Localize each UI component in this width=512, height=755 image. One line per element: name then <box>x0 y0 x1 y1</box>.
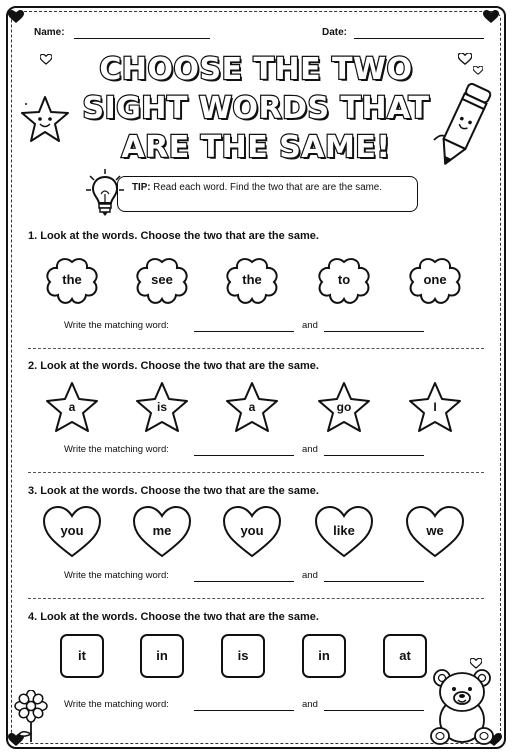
flower-word-choice[interactable] <box>42 256 102 306</box>
flower-word-choice[interactable] <box>222 256 282 306</box>
flower-word-choice[interactable] <box>132 256 192 306</box>
smiling-star-icon <box>18 94 72 151</box>
name-date-row <box>34 27 486 43</box>
page-title <box>70 50 442 167</box>
word: at <box>399 648 411 663</box>
word: like <box>333 523 355 538</box>
word: a <box>68 400 76 414</box>
question-heading: 1. Look at the words. Choose the two that are the same. <box>28 230 319 242</box>
write-label: Write the matching word: <box>64 320 169 331</box>
title-line-2: SIGHT WORDS THAT <box>82 91 430 126</box>
and-label: and <box>302 320 318 331</box>
star-word-choice[interactable] <box>132 380 192 436</box>
word: I <box>433 400 437 414</box>
word: it <box>78 648 86 663</box>
daisy-flower-icon <box>14 690 48 749</box>
heart-word-choice[interactable] <box>222 505 282 559</box>
question-2 <box>22 360 490 472</box>
answer-line-1[interactable] <box>194 455 294 456</box>
tip-label: TIP: <box>132 182 151 193</box>
section-divider <box>28 598 484 599</box>
word: one <box>423 272 447 287</box>
flower-word-choice[interactable] <box>314 256 374 306</box>
word: is <box>237 648 249 663</box>
heart-word-choice[interactable] <box>42 505 102 559</box>
word: the <box>62 272 82 287</box>
word: you <box>240 523 264 538</box>
section-divider <box>28 348 484 349</box>
square-word-choice[interactable] <box>302 634 346 678</box>
question-heading: 4. Look at the words. Choose the two that are the same. <box>28 611 319 623</box>
section-divider <box>28 472 484 473</box>
star-word-choice[interactable] <box>42 380 102 436</box>
word: go <box>336 400 352 414</box>
question-1 <box>22 230 490 342</box>
heart-icon <box>458 52 472 70</box>
question-heading: 2. Look at the words. Choose the two that are the same. <box>28 360 319 372</box>
square-word-choice[interactable] <box>383 634 427 678</box>
name-field[interactable] <box>74 38 210 39</box>
word: the <box>242 272 262 287</box>
and-label: and <box>302 444 318 455</box>
square-word-choice[interactable] <box>60 634 104 678</box>
heart-word-choice[interactable] <box>132 505 192 559</box>
heart-word-choice[interactable] <box>314 505 374 559</box>
question-4 <box>22 611 490 721</box>
write-label: Write the matching word: <box>64 570 169 581</box>
star-word-choice[interactable] <box>405 380 465 436</box>
word: you <box>60 523 84 538</box>
tip-box <box>117 176 418 212</box>
flower-word-choice[interactable] <box>405 256 465 306</box>
square-word-choice[interactable] <box>221 634 265 678</box>
write-label: Write the matching word: <box>64 444 169 455</box>
and-label: and <box>302 699 318 710</box>
question-3 <box>22 485 490 597</box>
heart-icon <box>483 10 499 24</box>
date-field[interactable] <box>354 38 484 39</box>
name-label: Name: <box>34 27 65 38</box>
date-label: Date: <box>322 27 348 38</box>
word: we <box>426 523 444 538</box>
answer-line-2[interactable] <box>324 331 424 332</box>
star-word-choice[interactable] <box>314 380 374 436</box>
word: to <box>337 272 351 287</box>
square-word-choice[interactable] <box>140 634 184 678</box>
title-line-3: ARE THE SAME! <box>121 130 391 165</box>
teddy-bear-icon <box>428 668 498 751</box>
word: is <box>156 400 167 414</box>
answer-line-1[interactable] <box>194 710 294 711</box>
question-heading: 3. Look at the words. Choose the two that are the same. <box>28 485 319 497</box>
answer-line-1[interactable] <box>194 331 294 332</box>
title-line-1: CHOOSE THE TWO <box>99 52 413 87</box>
star-word-choice[interactable] <box>222 380 282 436</box>
heart-icon <box>8 10 24 24</box>
word: see <box>151 272 173 287</box>
word: a <box>248 400 256 414</box>
heart-word-choice[interactable] <box>405 505 465 559</box>
tip-text: Read each word. Find the two that are are the same. <box>153 182 382 193</box>
answer-line-2[interactable] <box>324 455 424 456</box>
word: in <box>156 648 168 663</box>
answer-line-2[interactable] <box>324 710 424 711</box>
word: me <box>152 523 172 538</box>
and-label: and <box>302 570 318 581</box>
smiling-pencil-icon <box>430 78 496 183</box>
answer-line-2[interactable] <box>324 581 424 582</box>
heart-icon <box>470 656 482 674</box>
write-label: Write the matching word: <box>64 699 169 710</box>
word: in <box>318 648 330 663</box>
answer-line-1[interactable] <box>194 581 294 582</box>
heart-icon <box>40 52 52 70</box>
